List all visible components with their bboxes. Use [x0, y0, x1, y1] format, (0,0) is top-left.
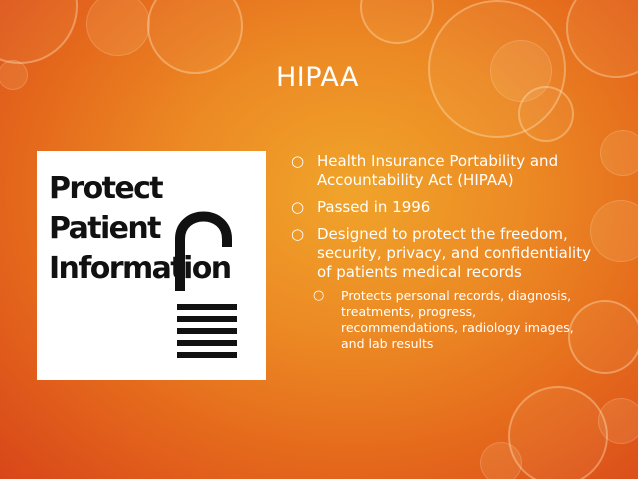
- padlock-icon: [37, 151, 266, 380]
- sub-bullet-item: [313, 288, 591, 352]
- bokeh-circle: [598, 398, 638, 444]
- bokeh-circle: [147, 0, 243, 74]
- bokeh-circle: [590, 200, 638, 262]
- hollow-circle-icon: ○: [313, 288, 325, 303]
- hollow-circle-icon: ○: [291, 225, 305, 243]
- image-text-line: Patient: [49, 211, 160, 246]
- bokeh-circle: [360, 0, 434, 44]
- image-text-line: Information: [49, 251, 231, 286]
- sub-bullet-text: Protects personal records, diagnosis, treatments, progress, recommendations, radiology images, and lab results: [341, 288, 574, 351]
- bokeh-circle: [490, 40, 552, 102]
- slide-title: HIPAA: [276, 62, 360, 93]
- bullet-text: Passed in 1996: [317, 198, 431, 216]
- bokeh-circle: [0, 60, 28, 90]
- bullet-item: [291, 152, 591, 190]
- bokeh-circle: [508, 386, 608, 479]
- hollow-circle-icon: ○: [291, 198, 305, 216]
- bokeh-circle: [566, 0, 638, 78]
- bokeh-circle: [480, 442, 522, 479]
- hollow-circle-icon: ○: [291, 152, 305, 170]
- bokeh-circle: [600, 130, 638, 176]
- bokeh-circle: [428, 0, 566, 138]
- image-text-line: Protect: [49, 171, 163, 206]
- bokeh-circle: [86, 0, 150, 56]
- bullet-list: [291, 152, 591, 352]
- bullet-item: [291, 198, 591, 217]
- bokeh-circle: [518, 86, 574, 142]
- protect-patient-information-image: [37, 151, 266, 380]
- bullet-text: Designed to protect the freedom, security, privacy, and confidentiality of patients medical records: [317, 225, 591, 281]
- bokeh-circle: [0, 0, 78, 64]
- bullet-item: [291, 225, 591, 282]
- bullet-text: Health Insurance Portability and Accountability Act (HIPAA): [317, 152, 559, 189]
